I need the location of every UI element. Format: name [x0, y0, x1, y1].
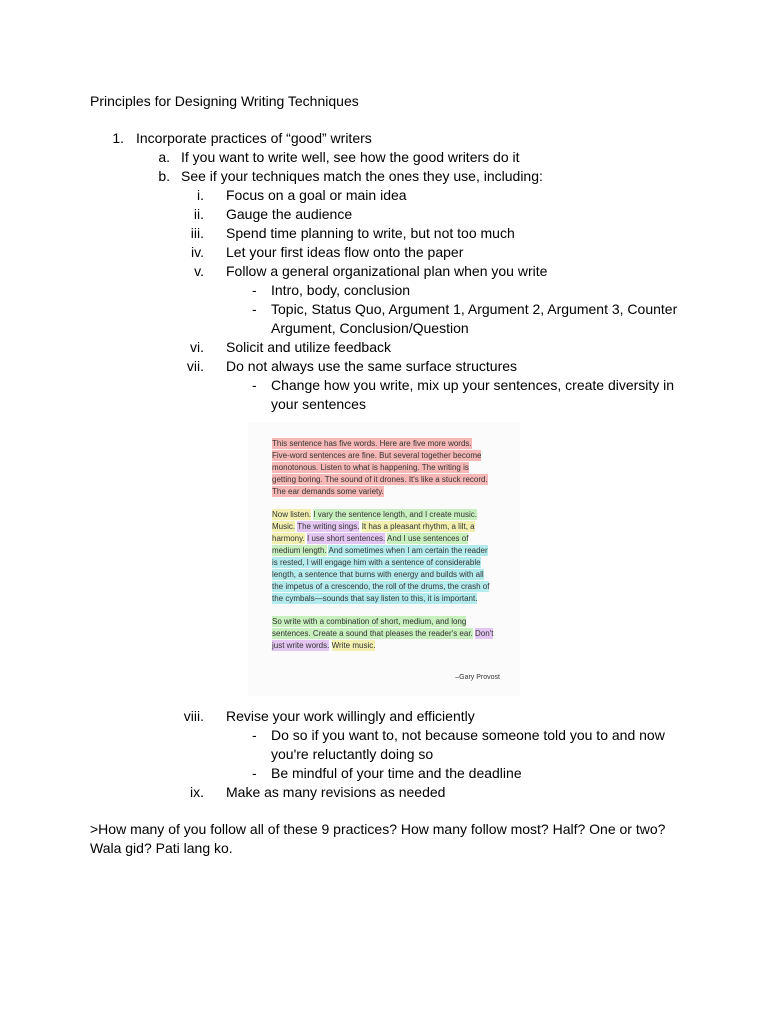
quote-segment: The writing sings. — [297, 522, 360, 531]
quote-segment: And I use sentences of — [387, 534, 469, 543]
bullet-item-continuation: you're reluctantly doing so — [271, 746, 434, 762]
list-item: Gauge the audience — [226, 206, 353, 222]
bullet-item: Intro, body, conclusion — [271, 282, 411, 298]
list-marker: a. — [158, 149, 170, 165]
list-item: See if your techniques match the ones they use, including: — [181, 168, 543, 184]
quote-segment: medium length. — [272, 546, 327, 555]
closing-question-continuation: Wala gid? Pati lang ko. — [90, 840, 233, 856]
quote-line: The ear demands some variety. — [272, 487, 384, 496]
list-marker: b. — [158, 168, 170, 184]
bullet-item: Be mindful of your time and the deadline — [271, 765, 522, 781]
quote-line: This sentence has five words. Here are five more words. — [272, 439, 472, 448]
list-item: Do not always use the same surface structures — [226, 358, 518, 374]
quote-line: is rested, I will engage him with a sentence of considerable — [272, 558, 481, 567]
quote-line: Five-word sentences are fine. But several together become — [272, 451, 482, 460]
quote-line: So write with a combination of short, medium, and long — [272, 617, 467, 626]
bullet-marker: - — [252, 727, 257, 743]
list-item: Incorporate practices of “good” writers — [136, 130, 372, 146]
quote-segment: Music. — [272, 522, 296, 531]
quote-segment: I vary the sentence length, and I create music. — [313, 510, 478, 519]
bullet-item: Do so if you want to, not because someone told you to and now — [271, 727, 665, 743]
list-item: Focus on a goal or main idea — [226, 187, 407, 203]
list-item: Follow a general organizational plan when you write — [226, 263, 548, 279]
quote-line: getting boring. The sound of it drones. It's like a stuck record. — [272, 475, 488, 484]
list-item: If you want to write well, see how the good writers do it — [181, 149, 520, 165]
list-marker: i. — [197, 187, 204, 203]
quote-image — [248, 422, 520, 696]
quote-segment: harmony. — [272, 534, 305, 543]
bullet-item-continuation: your sentences — [271, 396, 366, 412]
list-item: Spend time planning to write, but not too much — [226, 225, 515, 241]
quote-segment: Don't — [475, 629, 494, 638]
bullet-marker: - — [252, 282, 257, 298]
bullet-item-continuation: Argument, Conclusion/Question — [271, 320, 469, 336]
list-marker: vii. — [186, 358, 204, 374]
list-item: Revise your work willingly and efficiently — [226, 708, 475, 724]
document-title: Principles for Designing Writing Techniques — [90, 93, 359, 109]
quote-line: monotonous. Listen to what is happening. The writing is — [272, 463, 469, 472]
list-item: Solicit and utilize feedback — [226, 339, 391, 355]
quote-line: length, a sentence that burns with energy and builds with all — [272, 570, 484, 579]
list-marker: v. — [194, 263, 204, 279]
list-marker: vi. — [190, 339, 204, 355]
list-item: Let your first ideas flow onto the paper — [226, 244, 464, 260]
quote-attribution: –Gary Provost — [455, 674, 500, 681]
list-marker: 1. — [112, 130, 124, 146]
bullet-marker: - — [252, 377, 257, 393]
quote-line: the cymbals—sounds that say listen to this, it is important. — [272, 594, 478, 603]
bullet-item: Topic, Status Quo, Argument 1, Argument 2, Argument 3, Counter — [271, 301, 678, 317]
quote-segment: And sometimes when I am certain the reader — [328, 546, 488, 555]
list-marker: ii. — [193, 206, 204, 222]
bullet-item: Change how you write, mix up your sentences, create diversity in — [271, 377, 675, 393]
list-marker: viii. — [183, 708, 204, 724]
list-item: Make as many revisions as needed — [226, 784, 446, 800]
quote-segment: just write words. — [272, 641, 330, 650]
bullet-marker: - — [252, 301, 257, 317]
quote-segment: sentences. Create a sound that pleases the reader's ear. — [272, 629, 473, 638]
list-marker: iv. — [191, 244, 204, 260]
quote-line: the impetus of a crescendo, the roll of the drums, the crash of — [272, 582, 490, 591]
closing-question: >How many of you follow all of these 9 practices? How many follow most? Half? One or two? — [90, 821, 666, 837]
list-marker: ix. — [190, 784, 204, 800]
list-marker: iii. — [190, 225, 204, 241]
quote-segment: Now listen. — [272, 510, 312, 519]
quote-segment: Write music. — [331, 641, 376, 650]
bullet-marker: - — [252, 765, 257, 781]
quote-segment: It has a pleasant rhythm, a lilt, a — [361, 522, 475, 531]
quote-segment: I use short sentences. — [307, 534, 386, 543]
